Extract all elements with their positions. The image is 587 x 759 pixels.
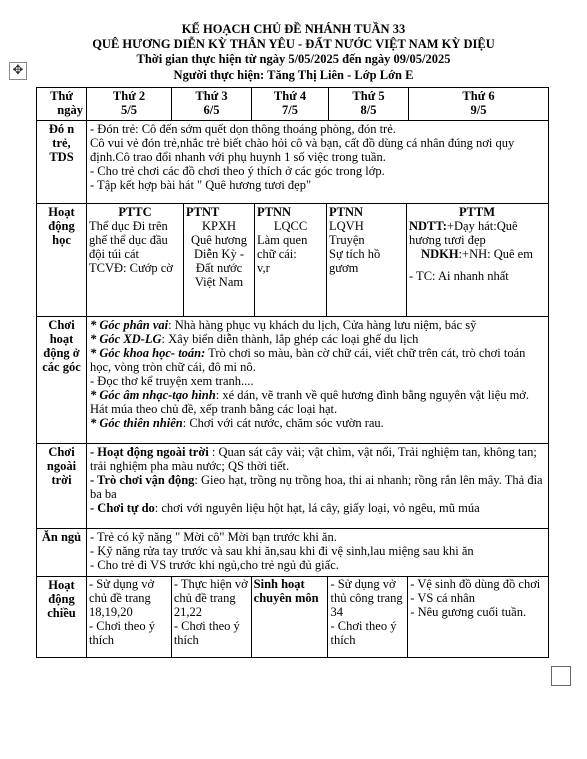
day-name: Thứ 3 xyxy=(195,89,228,103)
subject-fri xyxy=(407,204,547,316)
subject-text: Sự tích hồ gươm xyxy=(329,247,381,275)
text-line: - Nêu gương cuối tuần. xyxy=(410,605,527,619)
corner-text: Trò chơi so màu, bàn cờ chữ cái, viết chữ trên cát, trò chơi toán học, vòng tròn chữ cái, đô mi nô. xyxy=(90,346,526,374)
text-line: - Chơi theo ý thích xyxy=(89,619,155,647)
corner-title: * Góc phân vai xyxy=(90,318,169,332)
text-line: - Sử dụng vở chủ đề trang 18,19,20 xyxy=(89,577,155,619)
subject-wed xyxy=(255,204,327,316)
corner-item xyxy=(90,388,545,416)
corner-title: * Góc XD-LG xyxy=(90,332,162,346)
subject-code: PTNN xyxy=(329,205,364,219)
text-line: - Sử dụng vở thủ công trang 34 xyxy=(330,577,403,619)
row-label-ngoai-troi xyxy=(37,444,87,529)
subject-text xyxy=(409,219,545,247)
row-ngoai-troi xyxy=(37,444,549,529)
corner-top: Thứ xyxy=(50,89,73,103)
row-hoat-dong-hoc xyxy=(37,204,549,317)
subject-columns xyxy=(87,204,548,316)
text-line: - Vệ sinh đồ dùng đồ chơi xyxy=(410,577,541,591)
day-header-thu xyxy=(329,88,409,121)
day-date: 9/5 xyxy=(470,103,487,117)
row-label-hoat-dong-hoc xyxy=(37,204,87,317)
text: +Dạy hát:Quê hương tươi đẹp xyxy=(409,219,518,247)
label-line: Hoạt xyxy=(48,205,75,219)
outdoor-title: - Chơi tự do xyxy=(90,501,155,515)
author-line: Người thực hiện: Tăng Thị Liên - Lớp Lớn E xyxy=(173,68,414,82)
corner-item: - Đọc thơ kể truyện xem tranh.... xyxy=(90,374,254,388)
label-line: Đó n xyxy=(48,122,75,136)
day-header-tue xyxy=(172,88,252,121)
subject-text: Quê hương Diễn Kỳ - Đất nước Việt Nam xyxy=(190,233,248,289)
theme-title: QUÊ HƯƠNG DIỄN KỲ THÂN YÊU - ĐẤT NƯỚC VIỆT NAM KỲ DIỆU xyxy=(92,37,495,51)
subject-text: - TC: Ai nhanh nhất xyxy=(409,269,509,283)
label-line: động xyxy=(48,219,75,233)
text-line: - Trẻ có kỹ năng " Mời cô" Mời bạn trước khi ăn. xyxy=(90,530,337,544)
day-name: Thứ 5 xyxy=(352,89,385,103)
don-tre-content xyxy=(87,121,549,204)
text-line: - Đón trẻ: Cô đến sớm quết dọn thông thoáng phòng, đón trẻ. xyxy=(90,122,396,136)
label-line: Chơi xyxy=(48,318,75,332)
text-line: - Chơi theo ý thích xyxy=(330,619,397,647)
an-ngu-content xyxy=(87,529,549,577)
outdoor-text: : Gieo hạt, trồng nụ trồng hoa, thi ai nhanh; rồng rắn lên mây. Thả đỉa ba ba xyxy=(90,473,543,501)
subject-code: PTNT xyxy=(186,205,220,219)
label-line: chiều xyxy=(47,606,76,620)
corner-cell xyxy=(37,88,87,121)
outdoor-item xyxy=(90,501,545,515)
corner-item xyxy=(90,346,545,374)
subject-text: LQVH xyxy=(329,219,364,233)
corner-item xyxy=(90,318,545,332)
label-line: ngoài xyxy=(46,459,77,473)
afternoon-fri xyxy=(408,577,548,657)
text-line: - Cho trẻ đi VS trước khi ngủ,cho trẻ ngủ đủ giấc. xyxy=(90,558,339,572)
row-label-choi-goc xyxy=(37,317,87,444)
outdoor-text: : chơi với nguyên liệu hột hạt, lá cây, giấy loại, vỏ ngêu, mũ múa xyxy=(154,501,480,515)
hoat-dong-hoc-content xyxy=(87,204,549,317)
afternoon-thu xyxy=(328,577,408,657)
subject-mon xyxy=(87,204,184,316)
label-line: trẻ, xyxy=(52,136,71,150)
day-date: 5/5 xyxy=(121,103,137,117)
outdoor-item xyxy=(90,445,545,473)
label-line: Chơi xyxy=(48,445,75,459)
corner-bottom: ngày xyxy=(57,103,83,117)
text-line: - Cho trẻ chơi các đồ chơi theo ý thích ở các góc trong lớp. xyxy=(90,164,385,178)
time-range: Thời gian thực hiện từ ngày 5/05/2025 đến ngày 09/05/2025 xyxy=(136,52,451,66)
corner-item xyxy=(90,416,545,430)
subject-text: KPXH xyxy=(201,219,237,233)
afternoon-columns xyxy=(87,577,548,657)
subject-text: LQCC xyxy=(273,219,308,233)
bold-prefix: NDKH xyxy=(421,247,459,261)
bold-prefix: NDTT: xyxy=(409,219,447,233)
day-date: 7/5 xyxy=(282,103,298,117)
text-line: - Kỹ năng rửa tay trước và sau khi ăn,sau khi đi vệ sinh,lau miệng sau khi ăn xyxy=(90,544,474,558)
afternoon-tue xyxy=(172,577,252,657)
text-line: - Chơi theo ý thích xyxy=(173,619,240,647)
label-line: hoạt xyxy=(49,332,74,346)
row-don-tre xyxy=(37,121,549,204)
label-line: học xyxy=(52,233,71,247)
subject-text: TCVĐ: Cướp cờ xyxy=(89,261,173,275)
label-line: Hoạt xyxy=(48,578,75,592)
weekly-plan-table xyxy=(36,87,549,658)
table-resize-handle[interactable] xyxy=(551,666,571,686)
subject-code: PTTM xyxy=(458,205,496,219)
subject-code: PTNN xyxy=(257,205,292,219)
subject-text: Thể dục Đi trên ghế thể dục đầu đội túi cát xyxy=(89,219,168,261)
row-label-chieu xyxy=(37,577,87,658)
day-name: Thứ 2 xyxy=(112,89,146,103)
row-chieu xyxy=(37,577,549,658)
text-line: - Tập kết hợp bài hát " Quê hương tươi đẹp" xyxy=(90,178,312,192)
subject-thu xyxy=(327,204,407,316)
corner-item xyxy=(90,332,545,346)
label-line: các góc xyxy=(42,360,81,374)
day-date: 6/5 xyxy=(203,103,220,117)
afternoon-mon xyxy=(87,577,172,657)
outdoor-title: - Hoạt động ngoài trời xyxy=(90,445,209,459)
corner-text: : Nhà hàng phục vụ khách du lịch, Cửa hàng lưu niệm, bác sỹ xyxy=(168,318,477,332)
subject-text: v,r xyxy=(257,261,270,275)
row-an-ngu xyxy=(37,529,549,577)
label-line: Ăn ngủ xyxy=(41,530,82,544)
text-line: Sinh hoạt chuyên môn xyxy=(253,577,319,605)
day-date: 8/5 xyxy=(360,103,377,117)
chieu-content xyxy=(87,577,549,658)
ngoai-troi-content xyxy=(87,444,549,529)
outdoor-text: : Quan sát cây vải; vật chìm, vật nổi, Trải nghiệm tan, không tan; trải nghiệm pha màu nước; QS thời tiết. xyxy=(90,445,537,473)
text: :+NH: Quê em xyxy=(458,247,533,261)
label-line: TDS xyxy=(49,150,74,164)
corner-text: : xé dán, vẽ tranh về quê hương đình bằng nguyên vật liệu mở. Hát múa theo chủ đề, xếp tranh bằng các loại hạt. xyxy=(90,388,530,416)
corner-title: * Góc thiên nhiên xyxy=(90,416,183,430)
choi-goc-content xyxy=(87,317,549,444)
subject-text xyxy=(409,247,545,261)
subject-text: Truyện xyxy=(329,233,365,247)
label-line: trời xyxy=(51,473,72,487)
text-line: - VS cá nhân xyxy=(410,591,475,605)
text-line: Cô vui vẻ đón trẻ,nhắc trẻ biết chào hỏi cô và bạn, cất đồ dùng cá nhân đúng nơi quy định.Cô trao đổi nhanh với phụ huynh 1 số việc trong tuần. xyxy=(90,136,515,164)
text-line: - Thực hiện vở chủ đề trang 21,22 xyxy=(173,577,248,619)
table-move-handle-icon[interactable]: ✥ xyxy=(9,62,27,80)
corner-text: : Xây biển diễn thành, lắp ghép các loại ghế du lịch xyxy=(161,332,419,346)
label-line: động ở xyxy=(43,346,80,360)
subject-text: Làm quen chữ cái: xyxy=(257,233,308,261)
subject-code: PTTC xyxy=(118,205,152,219)
row-choi-goc xyxy=(37,317,549,444)
outdoor-title: - Trò chơi vận động xyxy=(90,473,195,487)
day-name: Thứ 4 xyxy=(273,89,307,103)
subject-tue xyxy=(184,204,255,316)
day-header-mon xyxy=(87,88,172,121)
day-header-wed xyxy=(252,88,329,121)
label-line: động xyxy=(48,592,75,606)
row-label-an-ngu xyxy=(37,529,87,577)
row-label-don-tre xyxy=(37,121,87,204)
day-name: Thứ 6 xyxy=(462,89,495,103)
corner-title: * Góc khoa học- toán: xyxy=(90,346,206,360)
day-header-fri xyxy=(409,88,549,121)
afternoon-wed xyxy=(252,577,329,657)
day-header-row xyxy=(37,88,549,121)
corner-text: : Chơi với cát nước, chăm sóc vườn rau. xyxy=(182,416,384,430)
outdoor-item xyxy=(90,473,545,501)
plan-title: KẾ HOẠCH CHỦ ĐỀ NHÁNH TUẦN 33 xyxy=(181,22,406,36)
corner-title: * Góc âm nhạc-tạo hình xyxy=(90,388,216,402)
